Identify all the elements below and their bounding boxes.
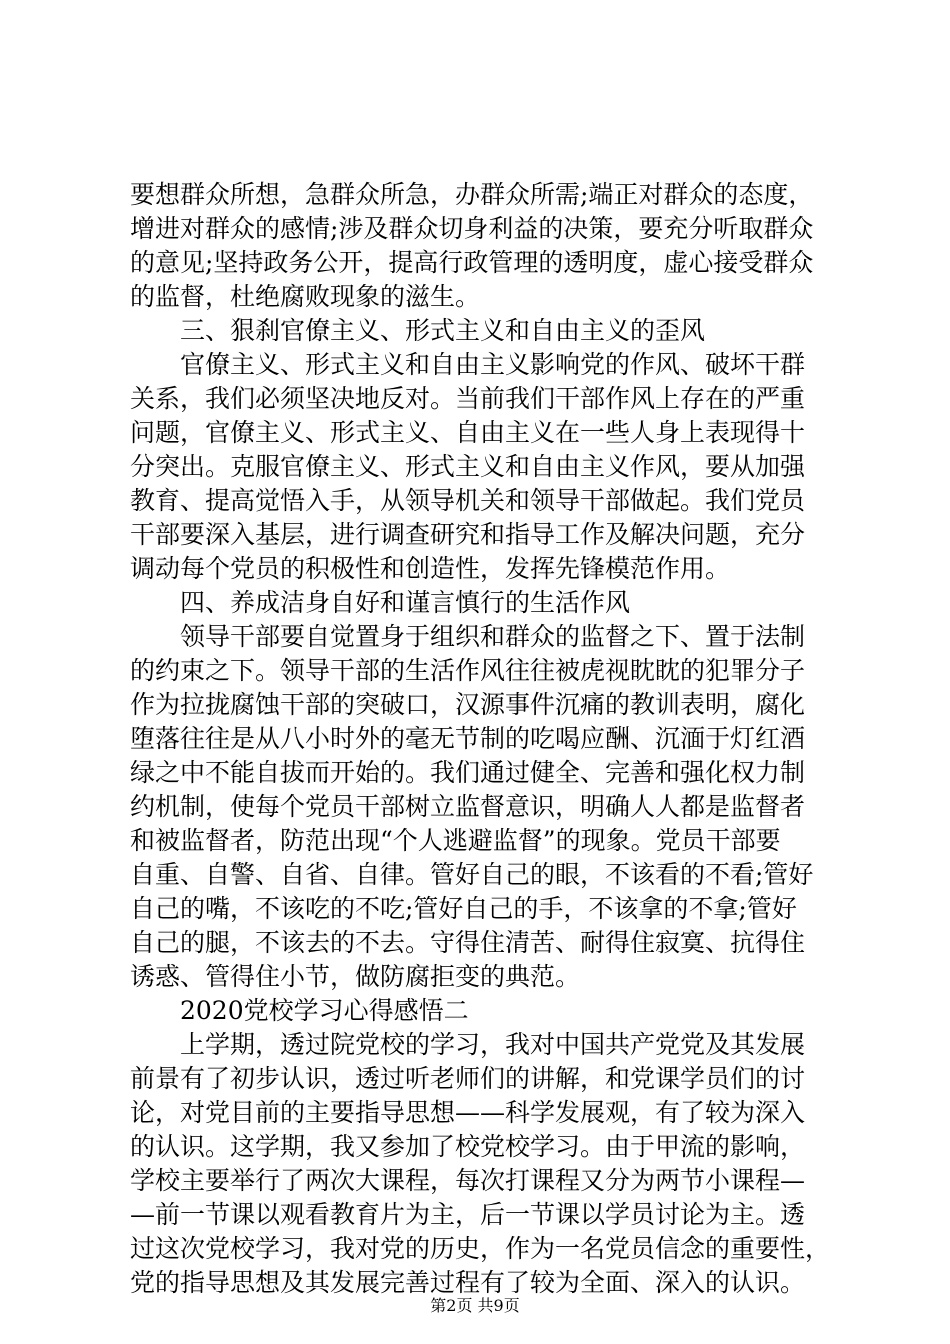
text-line: 堕落往往是从八小时外的毫无节制的吃喝应酬、沉湎于灯红酒 [130,724,806,753]
text-line: 分突出。克服官僚主义、形式主义和自由主义作风，要从加强 [130,452,806,481]
text-line: 学校主要举行了两次大课程，每次打课程又分为两节小课程— [130,1166,806,1195]
text-line: 自己的腿，不该去的不去。守得住清苦、耐得住寂寞、抗得住 [130,928,806,957]
text-line: 问题，官僚主义、形式主义、自由主义在一些人身上表现得十 [130,418,806,447]
text-line: 教育、提高觉悟入手，从领导机关和领导干部做起。我们党员 [130,486,806,515]
text-line: 官僚主义、形式主义和自由主义影响党的作风、破坏干群 [180,350,806,379]
text-line: 的意见;坚持政务公开，提高行政管理的透明度，虚心接受群众 [130,248,814,277]
section-heading: 三、狠刹官僚主义、形式主义和自由主义的歪风 [180,316,706,345]
text-line: 的认识。这学期，我又参加了校党校学习。由于甲流的影响， [130,1132,806,1161]
text-line: 自己的嘴，不该吃的不吃;管好自己的手，不该拿的不拿;管好 [130,894,797,923]
text-line: 的监督，杜绝腐败现象的滋生。 [130,282,481,311]
article-title: 2020党校学习心得感悟二 [180,996,469,1025]
text-line: 过这次党校学习，我对党的历史，作为一名党员信念的重要性， [130,1234,831,1263]
text-line: 上学期，透过院党校的学习，我对中国共产党党及其发展 [180,1030,806,1059]
text-line: 论，对党目前的主要指导思想——科学发展观，有了较为深入 [130,1098,806,1127]
text-line: 要想群众所想，急群众所急，办群众所需;端正对群众的态度， [130,180,814,209]
text-line: 绿之中不能自拔而开始的。我们通过健全、完善和强化权力制 [130,758,806,787]
text-line: 党的指导思想及其发展完善过程有了较为全面、深入的认识。 [130,1268,806,1297]
text-line: 和被监督者，防范出现“个人逃避监督”的现象。党员干部要 [130,826,781,855]
text-line: 增进对群众的感情;涉及群众切身利益的决策，要充分听取群众 [130,214,814,243]
section-heading: 四、养成洁身自好和谨言慎行的生活作风 [180,588,631,617]
text-line: 诱惑、管得住小节，做防腐拒变的典范。 [130,962,581,991]
text-line: 调动每个党员的积极性和创造性，发挥先锋模范作用。 [130,554,731,583]
page-number: 第2页 共9页 [430,1296,520,1315]
text-line: 约机制，使每个党员干部树立监督意识，明确人人都是监督者 [130,792,806,821]
text-line: 作为拉拢腐蚀干部的突破口，汉源事件沉痛的教训表明，腐化 [130,690,806,719]
text-line: 自重、自警、自省、自律。管好自己的眼，不该看的不看;管好 [130,860,814,889]
text-line: 领导干部要自觉置身于组织和群众的监督之下、置于法制 [180,622,806,651]
text-line: 的约束之下。领导干部的生活作风往往被虎视眈眈的犯罪分子 [130,656,806,685]
text-line: 前景有了初步认识，透过听老师们的讲解，和党课学员们的讨 [130,1064,806,1093]
text-line: 关系，我们必须坚决地反对。当前我们干部作风上存在的严重 [130,384,806,413]
text-line: —前一节课以观看教育片为主，后一节课以学员讨论为主。透 [130,1200,806,1229]
text-line: 干部要深入基层，进行调查研究和指导工作及解决问题，充分 [130,520,806,549]
